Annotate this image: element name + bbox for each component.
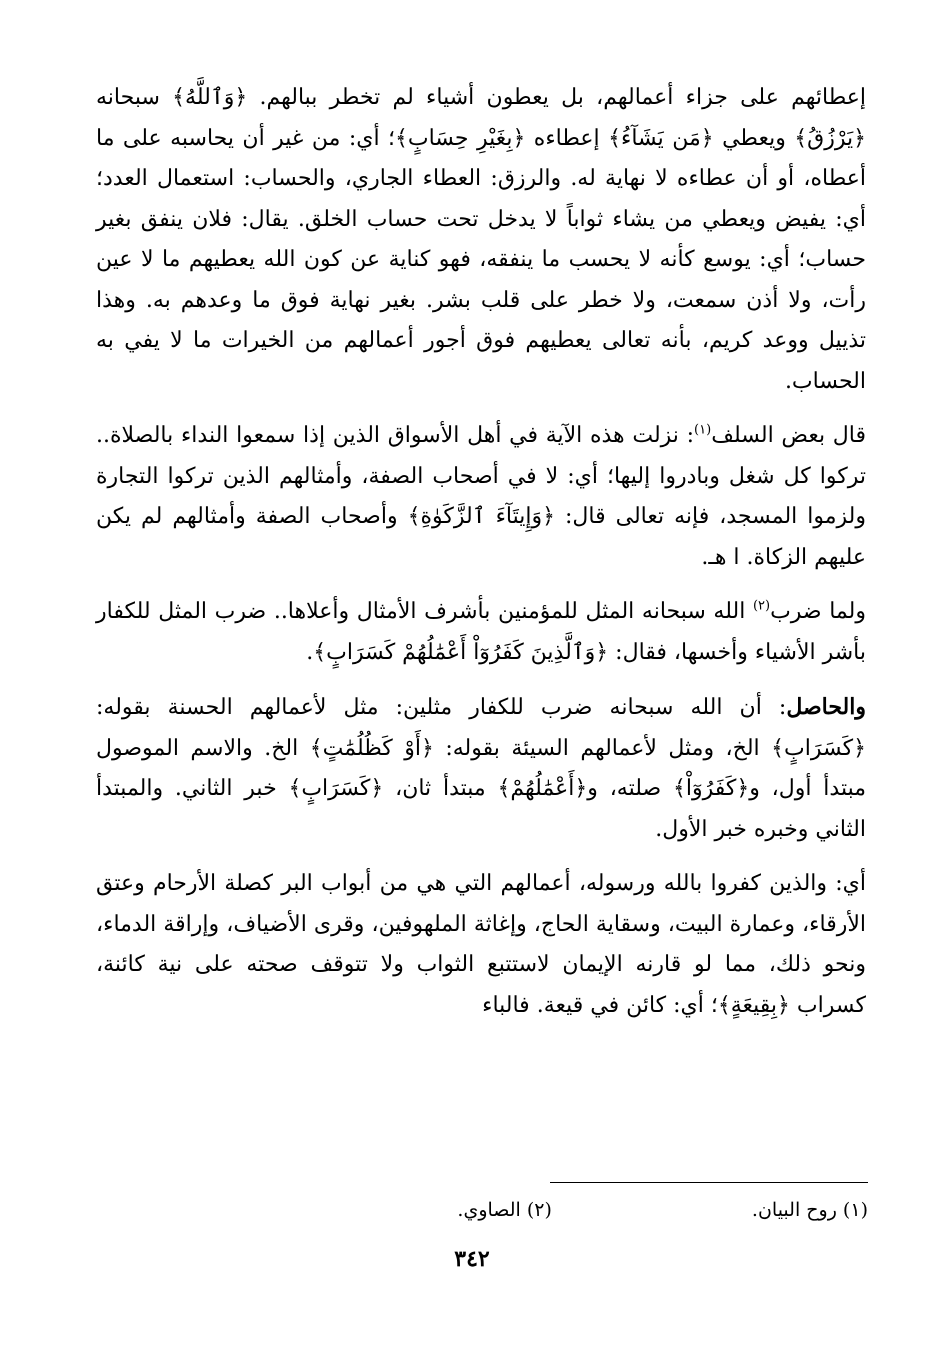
footnote-ref-2: (٢)	[752, 598, 771, 614]
paragraph-3-text: الله سبحانه المثل للمؤمنين بأشرف الأمثال وأعلاها.. ضرب المثل للكفار بأشر الأشياء وأخسها، فقال: ﴿وَٱلَّذِينَ كَفَرُوٓاْ أَعْمَٰلُهُمْ كَسَرَابٍ﴾.	[96, 599, 866, 665]
footnote-divider	[550, 1182, 868, 1183]
paragraph-3-lead: ولما ضرب	[770, 599, 866, 624]
footnote-ref-1: (١)	[694, 422, 712, 438]
paragraph-4-bold-lead: والحاصل	[786, 694, 866, 720]
footnotes	[328, 1196, 868, 1224]
page-body	[96, 78, 866, 1026]
page-number: ٣٤٢	[454, 1246, 490, 1272]
paragraph-4	[96, 687, 866, 850]
footnote-2: (٢) الصاوي.	[457, 1199, 552, 1221]
paragraph-2-lead: قال بعض السلف	[711, 423, 866, 448]
paragraph-3	[96, 592, 866, 673]
paragraph-2-text: : نزلت هذه الآية في أهل الأسواق الذين إذا سمعوا النداء بالصلاة.. تركوا كل شغل وبادروا إليها؛ أي: لا في أصحاب الصفة، وأمثالهم الذين تركوا التجارة ولزموا المسجد، فإنه تعالى قال: ﴿وَإِيتَآءَ ٱلزَّكَوٰةِ﴾ وأصحاب الصفة وأمثالهم لم يكن عليهم الزكاة. ا هـ.	[96, 423, 866, 570]
paragraph-1-text: إعطائهم على جزاء أعمالهم، بل يعطون أشياء لم تخطر ببالهم. ﴿وَٱللَّهُ﴾ سبحانه ﴿يَرْزُقُ﴾ ويعطي ﴿مَن يَشَآءُ﴾ إعطاءه ﴿بِغَيْرِ حِسَابٍ﴾؛ أي: من غير أن يحاسبه على ما أعطاه، أو أن عطاءه لا نهاية له. والرزق: العطاء الجاري، والحساب: استعمال العدد؛ أي: يفيض ويعطي من يشاء ثواباً لا يدخل تحت حساب الخلق. يقال: فلان ينفق بغير حساب؛ أي: يوسع كأنه لا يحسب ما ينفقه، فهو كناية عن كون الله يعطيهم ما لا عين رأت، ولا أذن سمعت، ولا خطر على قلب بشر. بغير نهاية فوق ما وعدهم به. وهذا تذييل ووعد كريم، بأنه تعالى يعطيهم فوق أجور أعمالهم من الخيرات ما لا يفي به الحساب.	[96, 85, 866, 394]
paragraph-1	[96, 78, 866, 402]
paragraph-5-text: أي: والذين كفروا بالله ورسوله، أعمالهم التي هي من أبواب البر كصلة الأرحام وعتق الأرقاء، وعمارة البيت، وسقاية الحاج، وإغاثة الملهوفين، وقرى الأضياف، وإراقة الدماء، ونحو ذلك، مما لو قارنه الإيمان لاستتبع الثواب ولا تتوقف صحته على نية كائنة، كسراب ﴿بِقِيعَةٍ﴾؛ أي: كائن في قيعة. فالباء	[96, 871, 866, 1018]
paragraph-5	[96, 864, 866, 1026]
footnote-1: (١) روح البيان.	[751, 1199, 868, 1221]
paragraph-2	[96, 416, 866, 578]
paragraph-4-text: : أن الله سبحانه ضرب للكفار مثلين: مثل لأعمالهم الحسنة بقوله: ﴿كَسَرَابٍ﴾ الخ، ومثل لأعمالهم السيئة بقوله: ﴿أَوْ كَظُلُمَٰتٍ﴾ الخ. والاسم الموصول مبتدأ أول، و﴿كَفَرُوٓاْ﴾ صلته، و﴿أَعْمَٰلُهُمْ﴾ مبتدأ ثان، ﴿كَسَرَابٍ﴾ خبر الثاني. والمبتدأ الثاني وخبره خبر الأول.	[96, 695, 866, 842]
